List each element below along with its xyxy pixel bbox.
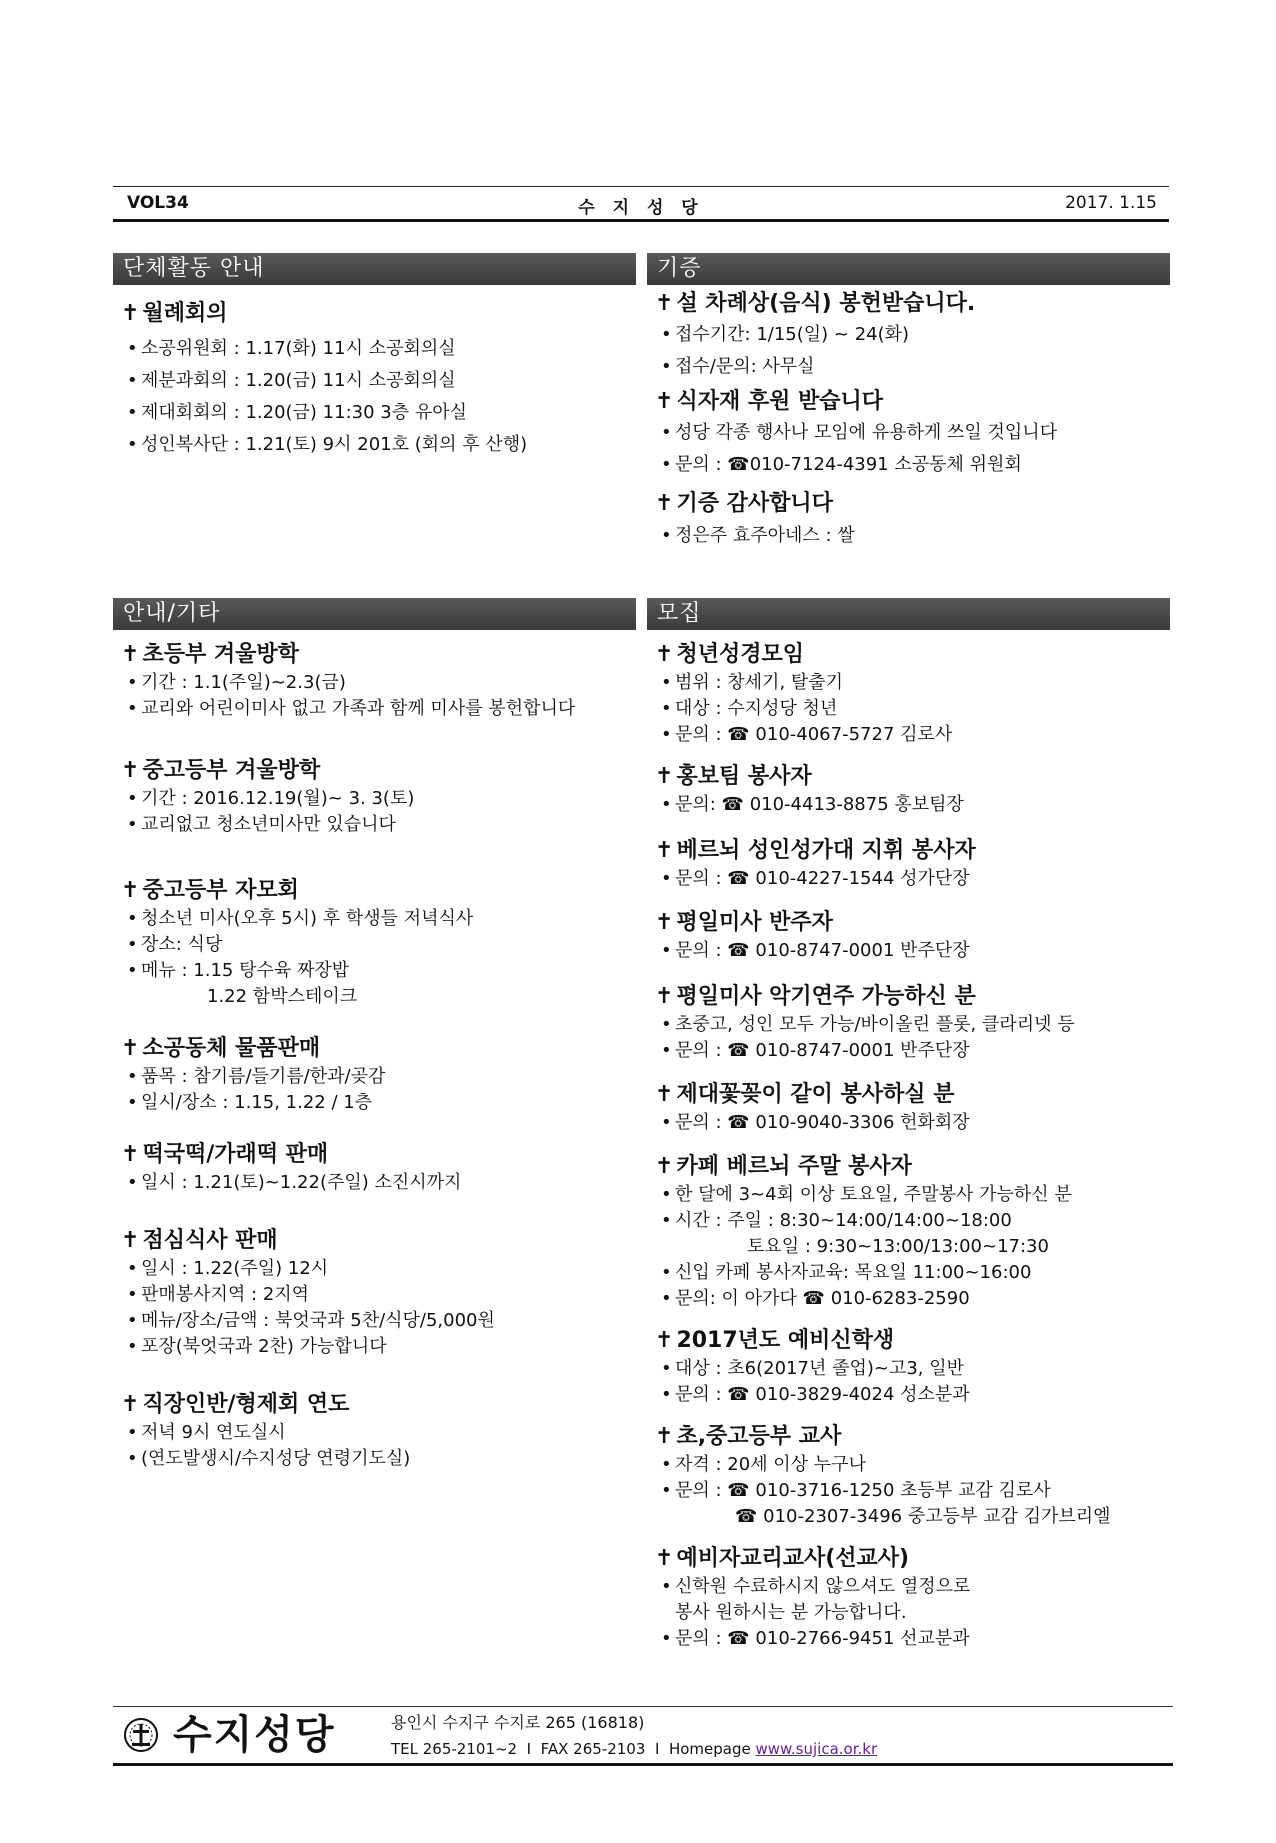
list-item: • 제대회회의 : 1.20(금) 11:30 3층 유아실 xyxy=(127,402,468,423)
fax-number: FAX 265-2103 xyxy=(540,1740,646,1758)
group-youth-bible xyxy=(647,640,1170,748)
list-item: • 시간 : 주일 : 8:30~14:00/14:00~18:00 xyxy=(661,1210,1012,1231)
group-title: ✝ 홍보팀 봉사자 xyxy=(655,764,812,789)
parish-name: 수 지 성 당 xyxy=(578,198,704,218)
cross-icon: ✝ xyxy=(121,878,140,903)
cross-icon: ✝ xyxy=(655,1328,674,1353)
group-middle-high-vacation xyxy=(113,756,636,838)
logo-text: 수지성당 xyxy=(173,1712,336,1758)
list-item: • 판매봉사지역 : 2지역 xyxy=(127,1284,310,1305)
list-item: • 신학원 수료하시지 않으셔도 열정으로 xyxy=(661,1576,971,1597)
list-item: • 접수/문의: 사무실 xyxy=(661,356,815,377)
list-item: • 문의 : ☎ 010-3716-1250 초등부 교감 김로사 xyxy=(661,1480,1051,1501)
list-item: • 대상 : 수지성당 청년 xyxy=(661,698,838,719)
cross-icon: ✝ xyxy=(655,1546,674,1571)
cross-icon: ✝ xyxy=(655,642,674,667)
group-title: ✝ 설 차례상(음식) 봉헌받습니다. xyxy=(655,291,976,316)
cross-icon: ✝ xyxy=(121,1142,140,1167)
list-item: • 문의 : ☎ 010-9040-3306 헌화회장 xyxy=(661,1112,970,1133)
group-parents-meeting xyxy=(113,876,636,1010)
group-title: ✝ 소공동체 물품판매 xyxy=(121,1036,321,1061)
parish-logo-icon xyxy=(123,1717,159,1753)
list-item: • 교리없고 청소년미사만 있습니다 xyxy=(127,814,396,835)
cross-icon: ✝ xyxy=(655,1154,674,1179)
contact-line xyxy=(391,1739,877,1759)
list-item: • 포장(북엇국과 2찬) 가능합니다 xyxy=(127,1336,387,1357)
group-community-sale xyxy=(113,1034,636,1116)
cross-icon: ✝ xyxy=(655,984,674,1009)
cross-icon: ✝ xyxy=(655,291,674,316)
cross-icon: ✝ xyxy=(121,301,140,326)
list-item: • 장소: 식당 xyxy=(127,934,223,955)
list-item: • 소공위원회 : 1.17(화) 11시 소공회의실 xyxy=(127,338,456,359)
list-item: • 기간 : 2016.12.19(월)~ 3. 3(토) xyxy=(127,788,415,809)
list-item: • 문의 : ☎ 010-2766-9451 선교분과 xyxy=(661,1628,970,1649)
cross-icon: ✝ xyxy=(655,1424,674,1449)
cross-icon: ✝ xyxy=(121,642,140,667)
list-item: • 일시 : 1.21(토)~1.22(주일) 소진시까지 xyxy=(127,1172,462,1193)
list-item: • 문의 : ☎ 010-8747-0001 반주단장 xyxy=(661,940,970,961)
group-pre-seminarian xyxy=(647,1326,1170,1408)
group-altar-flowers xyxy=(647,1080,1170,1136)
homepage-label: Homepage xyxy=(668,1740,751,1758)
group-choir-conductor xyxy=(647,836,1170,892)
list-item: • 문의: 이 아가다 ☎ 010-6283-2590 xyxy=(661,1288,970,1309)
separator: I xyxy=(526,1740,532,1758)
group-title: ✝ 카페 베르뇌 주말 봉사자 xyxy=(655,1154,912,1179)
group-title: ✝ 식자재 후원 받습니다 xyxy=(655,389,884,414)
homepage-link[interactable]: www.sujica.or.kr xyxy=(755,1740,878,1758)
cross-icon: ✝ xyxy=(121,1036,140,1061)
cross-icon: ✝ xyxy=(121,1392,140,1417)
cross-icon: ✝ xyxy=(655,764,674,789)
cross-icon: ✝ xyxy=(655,910,674,935)
group-title: ✝ 월례회의 xyxy=(121,301,228,326)
group-holiday-offering xyxy=(647,289,1170,383)
list-item: • 메뉴 : 1.15 탕수육 짜장밥 xyxy=(127,960,350,981)
bulletin-footer xyxy=(113,1706,1173,1766)
section-title: 모집 xyxy=(647,598,1170,630)
group-catechist xyxy=(647,1544,1170,1652)
group-title: ✝ 중고등부 겨울방학 xyxy=(121,758,321,783)
group-title: ✝ 제대꽃꽂이 같이 봉사하실 분 xyxy=(655,1082,955,1107)
group-title: ✝ 초등부 겨울방학 xyxy=(121,642,299,667)
group-title: ✝ 예비자교리교사(선교사) xyxy=(655,1546,910,1571)
group-title: ✝ 평일미사 반주자 xyxy=(655,910,833,935)
list-item: • (연도발생시/수지성당 연령기도실) xyxy=(127,1448,411,1469)
cross-icon: ✝ xyxy=(655,1082,674,1107)
parish-address: 용인시 수지구 수지로 265 (16818) xyxy=(391,1713,645,1732)
list-item: • 초중고, 성인 모두 가능/바이올린 플롯, 클라리넷 등 xyxy=(661,1014,1075,1035)
tel-number: TEL 265-2101~2 xyxy=(391,1740,518,1758)
section-group-activity xyxy=(113,253,636,461)
group-donation-thanks xyxy=(647,489,1170,553)
section-title: 안내/기타 xyxy=(113,598,636,630)
group-elementary-vacation xyxy=(113,640,636,722)
group-title: ✝ 직장인반/형제회 연도 xyxy=(121,1392,350,1417)
section-title: 단체활동 안내 xyxy=(113,253,636,285)
list-item-continuation: 1.22 함박스테이크 xyxy=(207,986,358,1007)
list-item-continuation: ☎ 010-2307-3496 중고등부 교감 김가브리엘 xyxy=(735,1506,1111,1527)
list-item: • 품목 : 참기름/들기름/한과/곶감 xyxy=(127,1066,386,1087)
list-item: • 문의 : ☎ 010-8747-0001 반주단장 xyxy=(661,1040,970,1061)
group-food-support xyxy=(647,387,1170,481)
list-item: • 청소년 미사(오후 5시) 후 학생들 저녁식사 xyxy=(127,908,474,929)
separator: I xyxy=(654,1740,660,1758)
group-weekday-accompanist xyxy=(647,908,1170,964)
group-title: ✝ 초,중고등부 교사 xyxy=(655,1424,842,1449)
cross-icon: ✝ xyxy=(655,838,674,863)
bulletin-header xyxy=(113,186,1169,222)
list-item: • 성당 각종 행사나 모임에 유용하게 쓰일 것입니다 xyxy=(661,422,1058,443)
list-item: • 한 달에 3~4회 이상 토요일, 주말봉사 가능하신 분 xyxy=(661,1184,1072,1205)
list-item-continuation: 토요일 : 9:30~13:00/13:00~17:30 xyxy=(747,1236,1049,1257)
group-title: ✝ 베르뇌 성인성가대 지휘 봉사자 xyxy=(655,838,976,863)
list-item: • 성인복사단 : 1.21(토) 9시 201호 (회의 후 산행) xyxy=(127,434,528,455)
cross-icon: ✝ xyxy=(121,758,140,783)
group-title: ✝ 중고등부 자모회 xyxy=(121,878,299,903)
list-item: • 문의: ☎ 010-4413-8875 홍보팀장 xyxy=(661,794,964,815)
section-notice xyxy=(113,598,636,1472)
list-item: • 접수기간: 1/15(일) ~ 24(화) xyxy=(661,324,910,345)
list-item: • 범위 : 창세기, 탈출기 xyxy=(661,672,844,693)
list-item-continuation: 봉사 원하시는 분 가능합니다. xyxy=(675,1602,907,1623)
list-item: • 제분과회의 : 1.20(금) 11시 소공회의실 xyxy=(127,370,456,391)
list-item: • 정은주 효주아네스 : 쌀 xyxy=(661,525,855,546)
volume-number: VOL34 xyxy=(127,193,189,213)
group-lunch-sale xyxy=(113,1226,636,1360)
group-title: ✝ 2017년도 예비신학생 xyxy=(655,1328,895,1353)
group-title: ✝ 떡국떡/가래떡 판매 xyxy=(121,1142,329,1167)
group-teachers xyxy=(647,1422,1170,1530)
group-instrument-players xyxy=(647,982,1170,1064)
list-item: • 신입 카페 봉사자교육: 목요일 11:00~16:00 xyxy=(661,1262,1032,1283)
list-item: • 일시/장소 : 1.15, 1.22 / 1층 xyxy=(127,1092,373,1113)
list-item: • 일시 : 1.22(주일) 12시 xyxy=(127,1258,329,1279)
list-item: • 교리와 어린이미사 없고 가족과 함께 미사를 봉헌합니다 xyxy=(127,698,576,719)
issue-date: 2017. 1.15 xyxy=(1065,193,1157,213)
list-item: • 기간 : 1.1(주일)~2.3(금) xyxy=(127,672,346,693)
list-item: • 대상 : 초6(2017년 졸업)~고3, 일반 xyxy=(661,1358,965,1379)
group-pr-team xyxy=(647,762,1170,818)
cross-icon: ✝ xyxy=(121,1228,140,1253)
list-item: • 문의 : ☎ 010-4067-5727 김로사 xyxy=(661,724,953,745)
group-title: ✝ 점심식사 판매 xyxy=(121,1228,278,1253)
group-title: ✝ 기증 감사합니다 xyxy=(655,491,833,516)
list-item: • 메뉴/장소/금액 : 북엇국과 5찬/식당/5,000원 xyxy=(127,1310,495,1331)
list-item: • 저녁 9시 연도실시 xyxy=(127,1422,286,1443)
group-rice-cake-sale xyxy=(113,1140,636,1196)
cross-icon: ✝ xyxy=(655,389,674,414)
cross-icon: ✝ xyxy=(655,491,674,516)
group-memorial-prayer xyxy=(113,1390,636,1472)
list-item: • 자격 : 20세 이상 누구나 xyxy=(661,1454,866,1475)
section-donation xyxy=(647,253,1170,553)
section-title: 기증 xyxy=(647,253,1170,285)
section-recruit xyxy=(647,598,1170,1652)
list-item: • 문의 : ☎ 010-3829-4024 성소분과 xyxy=(661,1384,970,1405)
group-cafe-volunteer xyxy=(647,1152,1170,1312)
list-item: • 문의 : ☎ 010-4227-1544 성가단장 xyxy=(661,868,970,889)
list-item: • 문의 : ☎010-7124-4391 소공동체 위원회 xyxy=(661,454,1022,475)
group-monthly-meeting xyxy=(113,299,636,461)
group-title: ✝ 평일미사 악기연주 가능하신 분 xyxy=(655,984,976,1009)
group-title: ✝ 청년성경모임 xyxy=(655,642,804,667)
